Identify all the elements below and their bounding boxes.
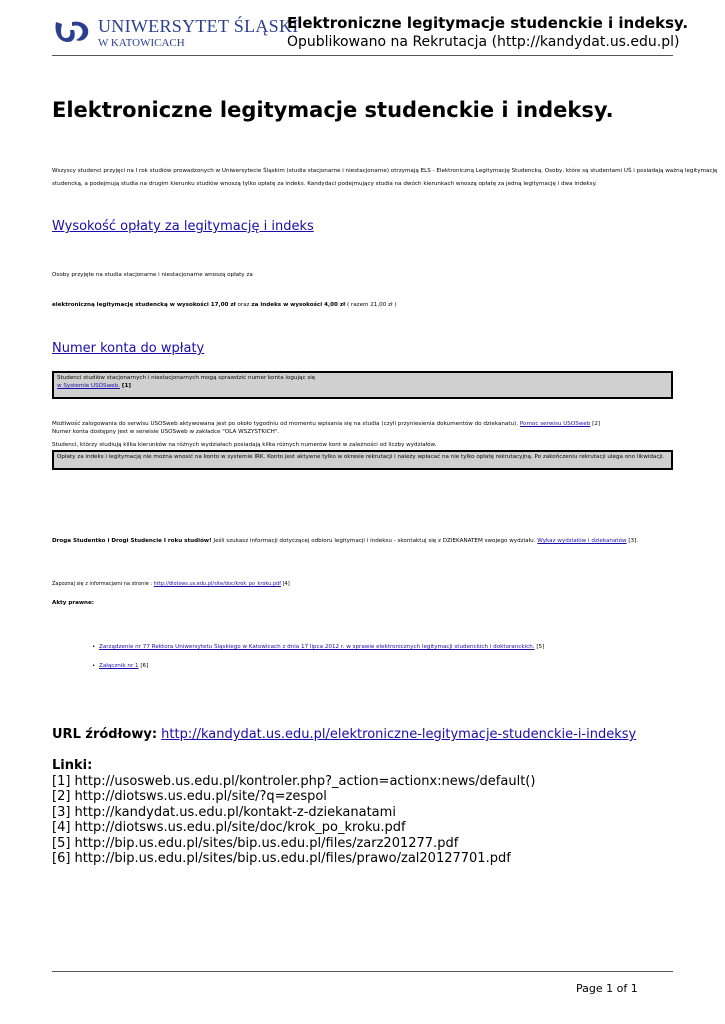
link-item: [1] http://usosweb.us.edu.pl/kontroler.php?_action=actionx:news/default() [52, 773, 536, 789]
logo-line1: UNIWERSYTET ŚLĄSKI [98, 16, 299, 36]
attachment-ref: [6] [138, 663, 149, 669]
header-published: Opublikowano na Rekrutacja (http://kandydat.us.edu.pl) [287, 34, 680, 50]
dean-office-text: Jeśli szukasz informacji dotyczącej odbioru legitymacji i indeksu - skontaktuj się z DZIEKANATEM swojego wydziału. [211, 538, 538, 544]
attachment-1-link[interactable]: Załącznik nr 1 [99, 663, 139, 669]
page-number: Page 1 of 1 [576, 982, 638, 995]
link-item: [3] http://kandydat.us.edu.pl/kontakt-z-dziekanatami [52, 804, 396, 820]
fee-legitymacja: elektroniczną legitymację studencką w wysokości 17,00 zł [52, 302, 236, 308]
link-item: [4] http://diotsws.us.edu.pl/site/doc/krok_po_kroku.pdf [52, 820, 406, 835]
info-text: Zapoznaj się z informacjami na stronie : [52, 581, 154, 587]
dear-student-greeting: Droga Studentko i Drogi Studencie I roku studiów! [52, 538, 212, 544]
regulation-ref: [5] [534, 644, 545, 650]
intro-line-1: Wszyscy studenci przyjęci na I rok studiów prowadzonych w Uniwersytecie Śląskim (studia stacjonarne i niestacjonarne) otrzymają ELS - Elektroniczną Legitymację Studencką. Osoby, które są studentami UŚ i posiadają ważną legitymację [52, 168, 718, 174]
irk-warning-box [52, 450, 673, 470]
fee-amounts [52, 298, 397, 312]
source-url-label: URL źródłowy: [52, 727, 158, 742]
legal-acts-heading: Akty prawne: [52, 600, 95, 606]
intro-line-2: studencką, a podejmują studia na drugim kierunku studiów wnoszą tylko opłatę za indeks. Kandydaci podejmujący studia na dwóch kierunkach wnoszą opłatę za jedną legitymację i dwa indeksy. [52, 181, 597, 187]
step-by-step-info [52, 577, 290, 591]
usos-box-text: Studenci studiów stacjonarnych i niestacjonarnych mogą sprawdzić numer konta logując się [57, 375, 316, 381]
account-location-text: Numer konta dostępny jest w serwisie USOSweb w zakładce "OLA WSZYSTKICH". [52, 429, 280, 435]
login-ref: [2] [590, 421, 601, 427]
links-section [52, 758, 535, 867]
usos-help-link[interactable]: Pomoc serwisu USOSweb [519, 421, 591, 427]
login-text: Możliwość zalogowania do serwisu USOSweb aktywowana jest po około tygodniu od momentu wpisania się na studia (czyli przyniesienia dokumentów do dziekanatu). [52, 421, 520, 427]
faculties-list-link[interactable]: Wykaz wydziałów i dziekanatów [537, 538, 627, 544]
usos-info-box [52, 371, 673, 399]
usos-system-link[interactable]: w Systemie USOSweb. [57, 383, 120, 389]
header-divider [52, 55, 673, 56]
faculties-ref: [3]. [626, 538, 639, 544]
university-logo [52, 14, 299, 50]
logo-emblem-icon [52, 18, 92, 48]
usos-ref: [1] [119, 383, 131, 389]
irk-warning-text: Opłaty za indeks i legitymację nie można wnosić na konto w systemie IRK. Konto jest aktywne tylko w okresie rekrutacji i należy wpłacać na nie tylko opłatę rekrutacyjną. Po zakończeniu rekrutacji ulega ono likwidacji. [57, 454, 665, 460]
page-title: Elektroniczne legitymacje studenckie i indeksy. [52, 98, 614, 122]
logo-line2: W KATOWICACH [98, 37, 185, 49]
legal-acts-list [92, 640, 672, 673]
fee-indeks: za indeks w wysokości 4,00 zł [251, 302, 346, 308]
regulation-77-link[interactable]: Zarządzenie nr 77 Rektora Uniwersytetu Śląskiego w Katowicach z dnia 17 lipca 2012 r. w sprawie elektronicznych legitymacji studenckich i doktoranckich. [99, 644, 535, 650]
info-ref: [4] [280, 581, 290, 587]
fee-heading-link[interactable]: Wysokość opłaty za legitymację i indeks [52, 219, 314, 234]
login-info [52, 420, 600, 428]
legal-act-item [92, 640, 672, 654]
fee-and: oraz [235, 302, 252, 308]
step-by-step-link[interactable]: http://diotsws.us.edu.pl/site/doc/krok_po_kroku.pdf [153, 581, 281, 587]
account-heading-link[interactable]: Numer konta do wpłaty [52, 341, 205, 356]
fee-total: ( razem 21,00 zł ) [345, 302, 397, 308]
footer-divider [52, 971, 673, 972]
links-heading: Linki: [52, 758, 93, 773]
fee-intro: Osoby przyjęte na studia stacjonarne i niestacjonarne wnoszą opłaty za [52, 272, 253, 278]
link-item: [5] http://bip.us.edu.pl/sites/bip.us.edu.pl/files/zarz201277.pdf [52, 835, 459, 851]
link-item: [6] http://bip.us.edu.pl/sites/bip.us.edu.pl/files/prawo/zal20127701.pdf [52, 851, 511, 866]
header-doc-title: Elektroniczne legitymacje studenckie i indeksy. [287, 14, 689, 32]
page-header [287, 14, 687, 52]
dean-office-info [52, 534, 638, 548]
source-url-link[interactable]: http://kandydat.us.edu.pl/elektroniczne-legitymacje-studenckie-i-indeksy [161, 727, 637, 742]
multi-faculty-text: Studenci, którzy studiują kilka kierunków na różnych wydziałach posiadają kilka różnych numerów kont w zależności od liczby wydziałów. [52, 442, 437, 448]
source-url-row [52, 727, 636, 742]
link-item: [2] http://diotsws.us.edu.pl/site/?q=zespol [52, 789, 327, 804]
legal-act-item [92, 659, 672, 673]
